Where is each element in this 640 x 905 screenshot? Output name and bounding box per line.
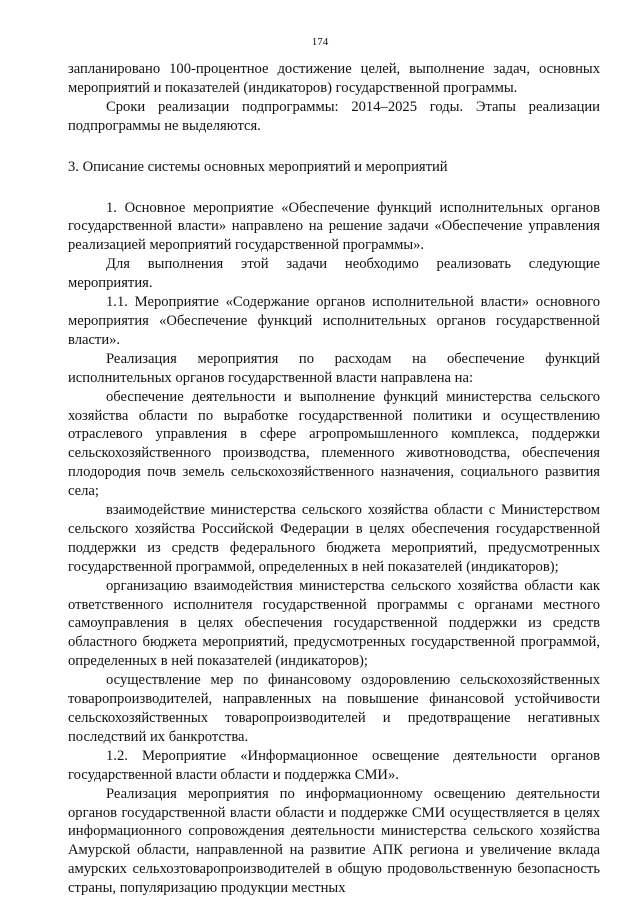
paragraph-activity-1-2: 1.2. Мероприятие «Информационное освещение деятельности органов государственной власти области и поддержка СМИ». [68,747,600,783]
paragraph-continuation: запланировано 100-процентное достижение целей, выполнение задач, основных мероприятий и показателей (индикаторов) государственной программы. [68,61,600,96]
paragraph-main-activity: 1. Основное мероприятие «Обеспечение функций исполнительных органов государственной власти» направлено на решение задачи «Обеспечение управления реализацией мероприятий государственной программы». [68,199,600,254]
document-body [68,60,600,898]
paragraph-implementation: Реализация мероприятия по расходам на обеспечение функций исполнительных органов государственной власти направлена на: [68,350,600,386]
paragraph-timeline: Сроки реализации подпрограммы: 2014–2025 годы. Этапы реализации подпрограммы не выделяются. [68,98,600,134]
list-item-local-interaction: организацию взаимодействия министерства сельского хозяйства области как ответственного исполнителя государственной программы с органами местного самоуправления в целях обеспечения государственной поддержки из средств областного бюджета мероприятий, предусмотренных государственной программой, определенных в ней показателей (индикаторов); [68,577,600,670]
paragraph-media-support: Реализация мероприятия по информационному освещению деятельности органов государственной власти области и поддержке СМИ осуществляется в целях информационного сопровождения деятельности министерства сельского хозяйства Амурской области, направленной на развитие АПК региона и увеличение вклада амурских сельхозтоваропроизводителей в общую продовольственную безопасность страны, популяризацию продукции местных [68,785,600,897]
list-item-financial-recovery: осуществление мер по финансовому оздоровлению сельскохозяйственных товаропроизводителей, направленных на повышение финансовой устойчивости сельскохозяйственных товаропроизводителей и предотвращение негативных последствий их банкротства. [68,672,600,745]
paragraph-task-intro: Для выполнения этой задачи необходимо реализовать следующие мероприятия. [68,256,600,292]
list-item-ministry-functions: обеспечение деятельности и выполнение функций министерства сельского хозяйства области по выработке государственной политики и осуществлению отраслевого управления в сфере агропромышленного комплекса, поддержки сельскохозяйственного производства, племенного животноводства, обеспечения плодородия почв земель сельскохозяйственного назначения, социального развития села; [68,388,600,500]
paragraph-activity-1-1: 1.1. Мероприятие «Содержание органов исполнительной власти» основного мероприятия «Обеспечение функций исполнительных органов государственной власти». [68,294,600,348]
section-heading: 3. Описание системы основных мероприятий и мероприятий [68,158,448,175]
page-number: 174 [311,36,329,48]
list-item-federal-interaction: взаимодействие министерства сельского хозяйства области с Министерством сельского хозяйства Российской Федерации в целях обеспечения государственной поддержки из средств федерального бюджета мероприятий, предусмотренных государственной программой, определенных в ней показателей (индикаторов); [68,502,600,575]
